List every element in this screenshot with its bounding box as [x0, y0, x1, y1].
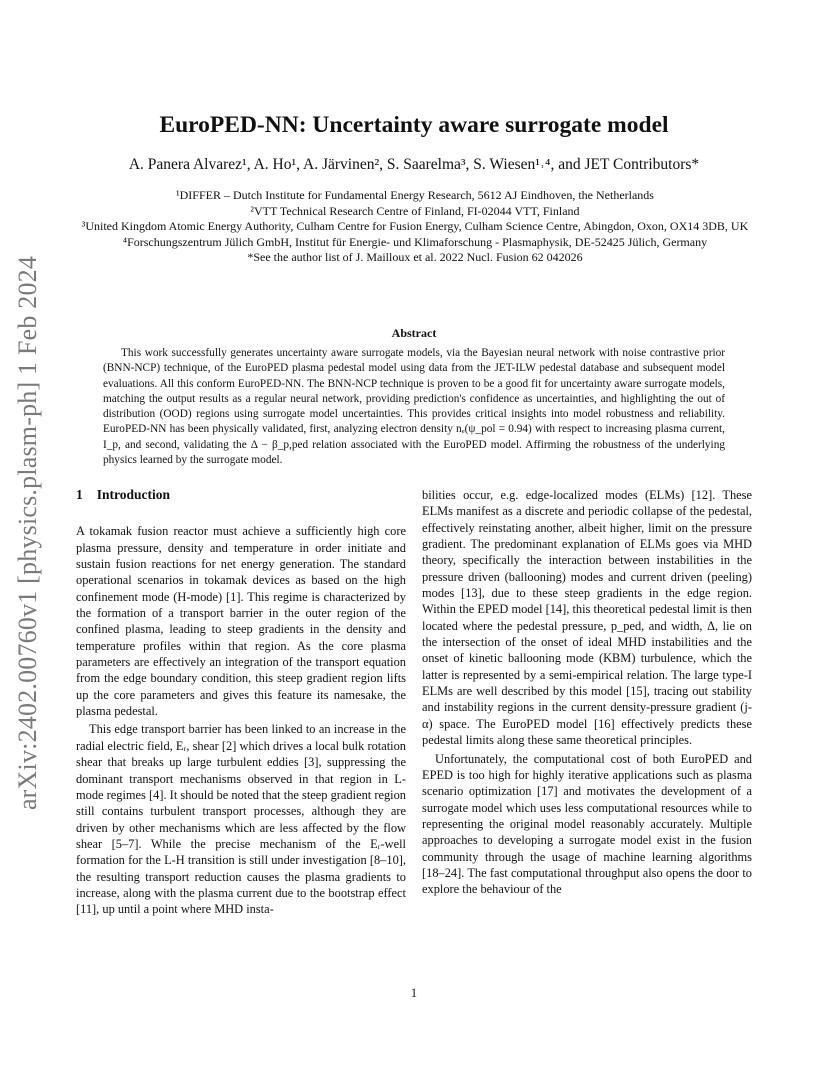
arxiv-stamp-text: arXiv:2402.00760v1 [physics.plasm-ph] 1 Feb 2024: [13, 255, 42, 811]
left-column: [76, 487, 406, 918]
affiliations: [70, 188, 760, 266]
abstract-heading: Abstract: [391, 326, 437, 340]
page-number: 1: [410, 986, 418, 1000]
intro-paragraph-2: This edge transport barrier has been linked to an increase in the radial electric field, Eᵣ, shear [2] which drives a local bulk rotation shear that breaks up large turbulent eddies [3], suppressing the dominant transport mechanisms observed in that region in L-mode regimes [4]. It should be noted that the steep gradient region still contains turbulent transport processes, although they are driven by other mechanisms which are less affected by the flow shear [5–7]. While the precise mechanism of the Eᵣ-well formation for the L-H transition is still under investigation [8–10], the resulting transport reduction causes the plasma gradients to increase, along with the plasma current due to the bootstrap effect [11], up until a point where MHD insta-: [76, 722, 406, 917]
intro-paragraph-4: Unfortunately, the computational cost of both EuroPED and EPED is too high for highly iterative applications such as plasma scenario optimization [17] and motivates the development of a surrogate model which uses less computational resources while to representing the original model reasonably accurately. Multiple approaches to developing a surrogate model exist in the fusion community through the usage of machine learning algorithms [18–24]. The fast computational throughput also opens the door to explore the behaviour of the: [422, 751, 752, 897]
paper-title: EuroPED-NN: Uncertainty aware surrogate model: [159, 112, 669, 138]
section-number: 1: [76, 487, 83, 502]
right-column: [422, 487, 752, 898]
affiliation-2: ²VTT Technical Research Centre of Finland, FI-02044 VTT, Finland: [250, 203, 580, 218]
intro-paragraph-1: A tokamak fusion reactor must achieve a sufficiently high core plasma pressure, density and temperature in order initiate and sustain fusion reactions for net energy generation. The standard operational scenarios in tokamak devices as based on the high confinement mode (H-mode) [1]. This regime is characterized by the formation of a transport barrier in the outer region of the confined plasma, leading to steep gradients in the density and temperature profiles within that region. As the core plasma parameters are effectively an integration of the transport equation from the edge boundary condition, this steep gradient region lifts up the core parameters and gives this feature its namesake, the plasma pedestal.: [76, 524, 406, 719]
affiliation-3: ³United Kingdom Atomic Energy Authority, Culham Centre for Fusion Energy, Culham Science Centre, Abingdon, Oxon, OX14 3DB, UK: [81, 219, 749, 234]
intro-paragraph-3: bilities occur, e.g. edge-localized modes (ELMs) [12]. These ELMs manifest as a discrete and periodic collapse of the pedestal, effectively reinstating another, albeit higher, limit on the pressure gradient. The predominant explanation of ELMs goes via MHD theory, specifically the interaction between instabilities in the pressure driven (ballooning) modes and current driven (peeling) modes [13], due to these steep gradients in the edge region. Within the EPED model [14], this theoretical pedestal limit is then located where the pedestal pressure, p_ped, and width, Δ, lie on the intersection of the onset of ideal MHD instabilities and the onset of kinetic ballooning mode (KBM) turbulence, which the latter is represented by a semi-empirical relation. The large type-I ELMs are well described by this model [15], tracing out stability and instability regions in the current density-pressure gradient (j-α) space. The EuroPED model [16] effectively predicts these pedestal limits along these same theoretical principles.: [422, 488, 752, 748]
abstract-text: This work successfully generates uncertainty aware surrogate models, via the Bayesian neural network with noise contrastive prior (BNN-NCP) technique, of the EuroPED plasma pedestal model using data from the JET-ILW pedestal database and subsequent model evaluations. All this conform EuroPED-NN. The BNN-NCP technique is proven to be a good fit for uncertainty aware surrogate models, matching the output results as a regular neural network, providing prediction's confidence as uncertainties, and highlighting the out of distribution (OOD) regions using surrogate model uncertainties. This provides critical insights into model robustness and reliability. EuroPED-NN has been physically validated, first, analyzing electron density nₑ(ψ_pol = 0.94) with respect to increasing plasma current, I_p, and second, validating the Δ − β_p,ped relation associated with the EuroPED model. Affirming the robustness of the underlying physics learned by the surrogate model.: [103, 347, 725, 467]
affiliation-footnote: *See the author list of J. Mailloux et al. 2022 Nucl. Fusion 62 042026: [247, 250, 583, 265]
affiliation-1: ¹DIFFER – Dutch Institute for Fundamental Energy Research, 5612 AJ Eindhoven, the Netherlands: [176, 188, 654, 202]
author-list: A. Panera Alvarez¹, A. Ho¹, A. Järvinen², S. Saarelma³, S. Wiesen¹˒⁴, and JET Contributors*: [128, 156, 700, 173]
affiliation-4: ⁴Forschungszentrum Jülich GmbH, Institut für Energie- und Klimaforschung - Plasmaphysik, DE-52425 Jülich, Germany: [122, 234, 708, 249]
section-title: Introduction: [96, 487, 171, 502]
section-heading: [76, 487, 406, 503]
